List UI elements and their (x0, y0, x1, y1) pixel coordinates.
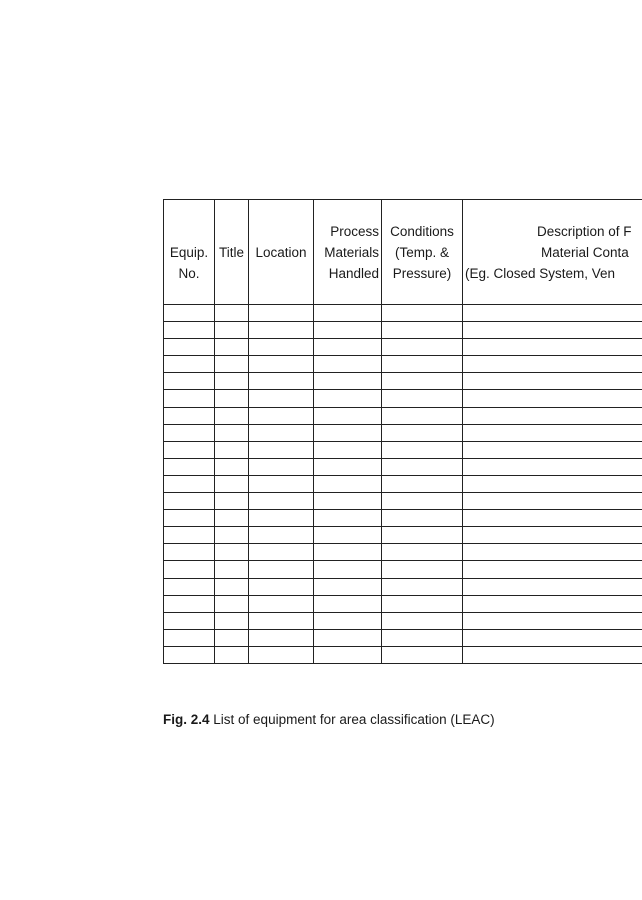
table-cell (164, 561, 215, 578)
table-cell (463, 322, 642, 339)
table-cell (314, 339, 382, 356)
table-cell (314, 441, 382, 458)
table-row (164, 595, 642, 612)
table-cell (164, 578, 215, 595)
table-cell (314, 305, 382, 322)
table-cell (463, 373, 642, 390)
table-row (164, 612, 642, 629)
table-cell (463, 612, 642, 629)
table-cell (215, 458, 249, 475)
header-equip-no (164, 200, 215, 305)
table-cell (215, 441, 249, 458)
table-cell (314, 322, 382, 339)
table-cell (164, 595, 215, 612)
table-cell (164, 356, 215, 373)
table-cell (463, 441, 642, 458)
table-cell (463, 458, 642, 475)
table-cell (215, 595, 249, 612)
table-cell (382, 561, 463, 578)
header-text: (Temp. & (394, 244, 449, 260)
header-text: Conditions (390, 223, 454, 239)
table-row (164, 646, 642, 663)
table-cell (463, 629, 642, 646)
table-cell (164, 407, 215, 424)
table-cell (382, 493, 463, 510)
table-cell (215, 475, 249, 492)
table-cell (215, 373, 249, 390)
table-row (164, 390, 642, 407)
header-text: Pressure) (392, 265, 452, 281)
header-text: Equip. (169, 244, 209, 260)
table-cell (249, 322, 314, 339)
table-cell (164, 629, 215, 646)
table-cell (164, 493, 215, 510)
table-row (164, 424, 642, 441)
table-cell (215, 493, 249, 510)
table-row (164, 458, 642, 475)
table-cell (249, 390, 314, 407)
header-text: Title (218, 244, 244, 260)
header-text: No. (178, 265, 200, 281)
table-cell (314, 356, 382, 373)
table-cell (215, 544, 249, 561)
table-row (164, 629, 642, 646)
header-text: Description of F (537, 223, 632, 239)
table-cell (463, 578, 642, 595)
table-cell (314, 595, 382, 612)
table-cell (314, 390, 382, 407)
header-row (164, 200, 642, 305)
header-title (215, 200, 249, 305)
table-cell (164, 544, 215, 561)
table-cell (463, 356, 642, 373)
table-cell (249, 561, 314, 578)
table-row (164, 373, 642, 390)
table-cell (463, 510, 642, 527)
table-cell (382, 544, 463, 561)
table-cell (164, 305, 215, 322)
table-cell (249, 510, 314, 527)
table-cell (164, 612, 215, 629)
table-row (164, 356, 642, 373)
table-cell (463, 646, 642, 663)
figure-label: Fig. 2.4 (163, 712, 210, 727)
header-process-materials (314, 200, 382, 305)
header-text: Handled (328, 265, 379, 281)
table-cell (314, 407, 382, 424)
table-cell (164, 390, 215, 407)
leac-table-container (163, 199, 642, 664)
table-cell (215, 424, 249, 441)
table-row (164, 339, 642, 356)
table-cell (249, 441, 314, 458)
table-cell (249, 646, 314, 663)
table-cell (463, 390, 642, 407)
figure-caption-text: List of equipment for area classification (LEAC) (213, 712, 495, 727)
table-cell (249, 527, 314, 544)
table-cell (382, 510, 463, 527)
table-cell (382, 424, 463, 441)
table-cell (314, 578, 382, 595)
table-cell (314, 424, 382, 441)
table-cell (215, 629, 249, 646)
table-cell (382, 356, 463, 373)
table-cell (314, 510, 382, 527)
table-cell (382, 305, 463, 322)
table-cell (164, 339, 215, 356)
table-cell (463, 493, 642, 510)
table-cell (463, 424, 642, 441)
table-row (164, 510, 642, 527)
table-row (164, 561, 642, 578)
table-cell (249, 544, 314, 561)
table-cell (215, 407, 249, 424)
table-cell (382, 322, 463, 339)
table-cell (382, 475, 463, 492)
table-cell (249, 578, 314, 595)
table-cell (215, 578, 249, 595)
table-cell (382, 629, 463, 646)
leac-table-body (164, 305, 642, 664)
table-row (164, 493, 642, 510)
table-cell (382, 578, 463, 595)
table-cell (164, 475, 215, 492)
table-cell (215, 390, 249, 407)
table-cell (249, 458, 314, 475)
table-cell (314, 527, 382, 544)
table-cell (164, 322, 215, 339)
header-conditions (382, 200, 463, 305)
table-cell (249, 356, 314, 373)
table-row (164, 544, 642, 561)
table-cell (164, 424, 215, 441)
table-cell (215, 339, 249, 356)
table-cell (215, 356, 249, 373)
table-cell (463, 339, 642, 356)
header-text: Materials (324, 244, 379, 260)
table-row (164, 527, 642, 544)
header-text: Process (330, 223, 379, 239)
header-description (463, 200, 642, 305)
table-row (164, 441, 642, 458)
figure-caption (163, 712, 495, 727)
table-cell (382, 441, 463, 458)
table-cell (215, 646, 249, 663)
table-cell (314, 612, 382, 629)
table-cell (314, 373, 382, 390)
table-cell (382, 595, 463, 612)
table-cell (382, 339, 463, 356)
table-cell (215, 510, 249, 527)
table-cell (215, 305, 249, 322)
table-cell (249, 407, 314, 424)
table-cell (249, 305, 314, 322)
table-cell (314, 561, 382, 578)
leac-table (163, 199, 642, 664)
table-cell (382, 612, 463, 629)
table-cell (382, 458, 463, 475)
table-cell (164, 441, 215, 458)
table-cell (463, 305, 642, 322)
table-row (164, 322, 642, 339)
table-cell (314, 475, 382, 492)
table-cell (382, 646, 463, 663)
table-cell (164, 646, 215, 663)
table-cell (314, 646, 382, 663)
table-row (164, 305, 642, 322)
header-text: Location (255, 244, 307, 260)
table-cell (249, 475, 314, 492)
table-cell (463, 407, 642, 424)
table-cell (463, 544, 642, 561)
header-text: Material Conta (541, 244, 629, 260)
table-cell (215, 322, 249, 339)
header-location (249, 200, 314, 305)
table-cell (382, 373, 463, 390)
table-row (164, 475, 642, 492)
table-cell (463, 475, 642, 492)
table-cell (249, 493, 314, 510)
table-cell (249, 373, 314, 390)
table-cell (463, 561, 642, 578)
table-cell (463, 595, 642, 612)
table-cell (215, 561, 249, 578)
table-cell (164, 373, 215, 390)
table-cell (382, 407, 463, 424)
table-cell (249, 629, 314, 646)
table-cell (314, 544, 382, 561)
table-cell (314, 458, 382, 475)
table-cell (382, 390, 463, 407)
header-text: (Eg. Closed System, Ven (465, 265, 616, 281)
table-cell (249, 424, 314, 441)
table-cell (249, 612, 314, 629)
table-cell (463, 527, 642, 544)
table-row (164, 578, 642, 595)
table-cell (314, 629, 382, 646)
table-cell (249, 595, 314, 612)
table-cell (382, 527, 463, 544)
table-cell (215, 612, 249, 629)
table-cell (215, 527, 249, 544)
table-cell (164, 527, 215, 544)
table-row (164, 407, 642, 424)
table-cell (249, 339, 314, 356)
table-cell (164, 458, 215, 475)
table-cell (314, 493, 382, 510)
table-cell (164, 510, 215, 527)
